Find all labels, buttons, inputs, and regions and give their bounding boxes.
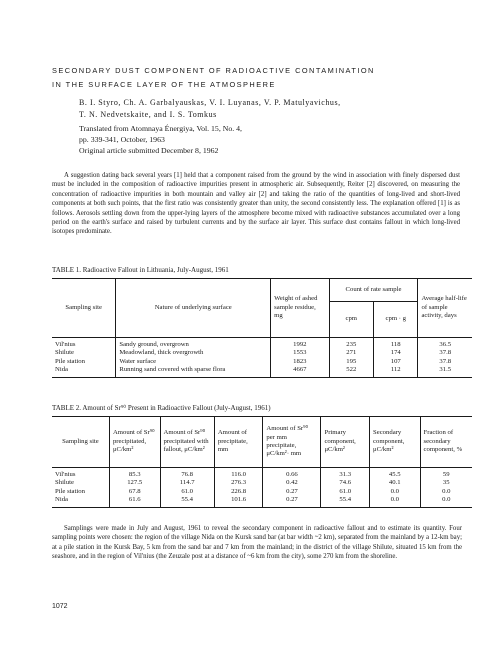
cell-value: 85.3	[109, 468, 160, 480]
header-secondary: Secondary component, μC/km²	[370, 417, 420, 468]
cell-value: 45.5	[370, 468, 420, 480]
cell-site: Shilute	[52, 479, 109, 487]
cell-nature: Sandy ground, overgrown	[116, 338, 271, 350]
header-sampling-site: Sampling site	[52, 279, 116, 338]
cell-cpm-g: 118	[374, 338, 418, 350]
cell-value: 61.0	[321, 488, 370, 496]
translation-line-2: pp. 339-341, October, 1963	[79, 135, 165, 144]
header-sampling-site: Sampling site	[52, 417, 109, 468]
cell-cpm: 195	[329, 358, 373, 366]
cell-value: 67.8	[109, 488, 160, 496]
cell-value: 127.5	[109, 479, 160, 487]
cell-half-life: 31.5	[439, 366, 452, 374]
cell-value: 55.4	[160, 496, 214, 507]
authors-line-2: T. N. Nedvetskaite, and I. S. Tomkus	[79, 110, 217, 119]
table-2	[52, 416, 472, 508]
cell-value: 55.4	[321, 496, 370, 507]
translation-line-1: Translated from Atomnaya Énergiya, Vol. 15, No. 4,	[79, 124, 242, 133]
table-1	[52, 278, 472, 378]
cell-value: 59	[442, 471, 450, 478]
cell-value: 0.42	[263, 479, 321, 487]
cell-value: 61.6	[109, 496, 160, 507]
cell-cpm: 522	[329, 366, 373, 377]
body-paragraph: Samplings were made in July and August, 1961 to reveal the secondary component in radioactive fallout and to estimate its quantity. Four sampling points were chosen: the region of the village Nida on the Kursk sand bar (at bar width ~2 km), separated from the mainland by a 12-km bay; at a pile station in the Kursk Bay, 5 km from the sand bar and 7 km from the mainland; in the district of the village Shilute, situated 15 km from the seashore, and in the region of Vil'nius (the Zeuzale post at a distance of ~6 km from the city), some 270 km from the shoreline.	[52, 525, 462, 561]
cell-site: Shilute	[52, 349, 116, 357]
title-line-2: IN THE SURFACE LAYER OF THE ATMOSPHERE	[52, 80, 276, 89]
header-half-life: Average half-life of sample activity, days	[418, 279, 472, 338]
cell-value: 0.0	[442, 496, 451, 504]
header-sr-with-fallout: Amount of Sr⁹⁰ precipitated with fallout, μC/km²	[160, 417, 214, 468]
cell-site: Pile station	[52, 358, 116, 366]
table-2-caption: TABLE 2. Amount of Sr⁹⁰ Present in Radioactive Fallout (July-August, 1961)	[52, 404, 271, 412]
cell-half-life: 37.8	[439, 349, 452, 357]
table-row	[52, 488, 472, 496]
cell-site: Pile station	[52, 488, 109, 496]
cell-site: Nida	[52, 496, 109, 507]
paper-title	[52, 64, 472, 92]
cell-value: 74.6	[321, 479, 370, 487]
cell-weight: 1553	[271, 349, 329, 357]
title-line-1: SECONDARY DUST COMPONENT OF RADIOACTIVE CONTAMINATION	[52, 66, 375, 75]
cell-nature: Water surface	[116, 358, 271, 366]
cell-value: 40.1	[370, 479, 420, 487]
cell-site: Vil'nius	[52, 338, 116, 350]
table-row	[52, 338, 472, 350]
cell-value: 101.6	[214, 496, 263, 507]
table-row	[52, 358, 472, 366]
translation-note	[79, 123, 242, 156]
table-row	[52, 496, 472, 507]
table-2-header	[52, 417, 472, 468]
cell-value: 226.8	[214, 488, 263, 496]
header-primary: Primary component, μC/km²	[321, 417, 370, 468]
cell-cpm-g: 174	[374, 349, 418, 357]
table-row	[52, 366, 472, 377]
author-list	[79, 97, 341, 121]
cell-value: 31.3	[321, 468, 370, 480]
cell-value: 76.8	[160, 468, 214, 480]
cell-cpm: 271	[329, 349, 373, 357]
cell-half-life: 36.5	[439, 341, 452, 348]
cell-cpm: 235	[329, 338, 373, 350]
cell-nature: Meadowland, thick overgrowth	[116, 349, 271, 357]
header-sr-precipitated: Amount of Sr⁹⁰ precipitated, μC/km²	[109, 417, 160, 468]
intro-paragraph: A suggestion dating back several years [1] held that a component raised from the ground by the wind in association with finely dispersed dust must be included in the composition of radioactive impurities present in atmospheric air. Subsequently, Reiter [2] discovered, on measuring the concentration of radioactive impurities in both mountain and valley air [2] and taking the ratio of the quantities of long-lived and short-lived components at both such points, that the first ratio was consistently greater than unity, the second consistently less. The explanation offered [1] is as follows. Aerosols settling down from the upper-lying layers of the atmosphere become mixed with radioactive substances accumulated over a long period on the earth's surface and raised by turbulent currents and by the surface air layer. This surface dust contains fallout in which long-lived isotopes predominate.	[52, 172, 460, 236]
cell-value: 0.27	[263, 488, 321, 496]
table-row	[52, 349, 472, 357]
header-sr-per-mm: Amount of Sr⁹⁰ per mm precipitate, μC/km²· mm	[263, 417, 321, 468]
cell-weight: 1992	[271, 338, 329, 350]
header-precipitate: Amount of precipitate, mm	[214, 417, 263, 468]
header-count-rate: Count of rate sample	[329, 279, 418, 302]
cell-value: 114.7	[160, 479, 214, 487]
cell-weight: 4667	[271, 366, 329, 377]
header-weight: Weight of ashed sample residue, mg	[271, 279, 329, 338]
header-nature: Nature of underlying surface	[116, 279, 271, 338]
cell-weight: 1823	[271, 358, 329, 366]
authors-line-1: B. I. Styro, Ch. A. Garbalyauskas, V. I. Luyanas, V. P. Matulyavichus,	[79, 98, 341, 107]
cell-value: 0.27	[263, 496, 321, 507]
cell-value: 0.0	[442, 487, 451, 495]
cell-value: 0.0	[370, 488, 420, 496]
header-cpm-g: cpm · g	[374, 302, 418, 338]
cell-site: Vil'nius	[52, 468, 109, 480]
cell-cpm-g: 107	[374, 358, 418, 366]
table-1-header	[52, 279, 472, 302]
table-row	[52, 479, 472, 487]
table-row	[52, 468, 472, 480]
cell-value: 0.0	[370, 496, 420, 507]
cell-value: 276.3	[214, 479, 263, 487]
cell-value: 0.66	[263, 468, 321, 480]
header-cpm: cpm	[329, 302, 373, 338]
cell-value: 35	[442, 479, 450, 487]
table-1-caption: TABLE 1. Radioactive Fallout in Lithuania, July-August, 1961	[52, 266, 229, 274]
cell-cpm-g: 112	[374, 366, 418, 377]
cell-half-life: 37.8	[439, 357, 452, 365]
cell-value: 116.0	[214, 468, 263, 480]
cell-nature: Running sand covered with sparse flora	[116, 366, 271, 377]
cell-value: 61.0	[160, 488, 214, 496]
page-number: 1072	[52, 603, 68, 610]
cell-site: Nida	[52, 366, 116, 377]
header-fraction: Fraction of secondary component, %	[420, 417, 472, 468]
translation-line-3: Original article submitted December 8, 1962	[79, 146, 219, 155]
